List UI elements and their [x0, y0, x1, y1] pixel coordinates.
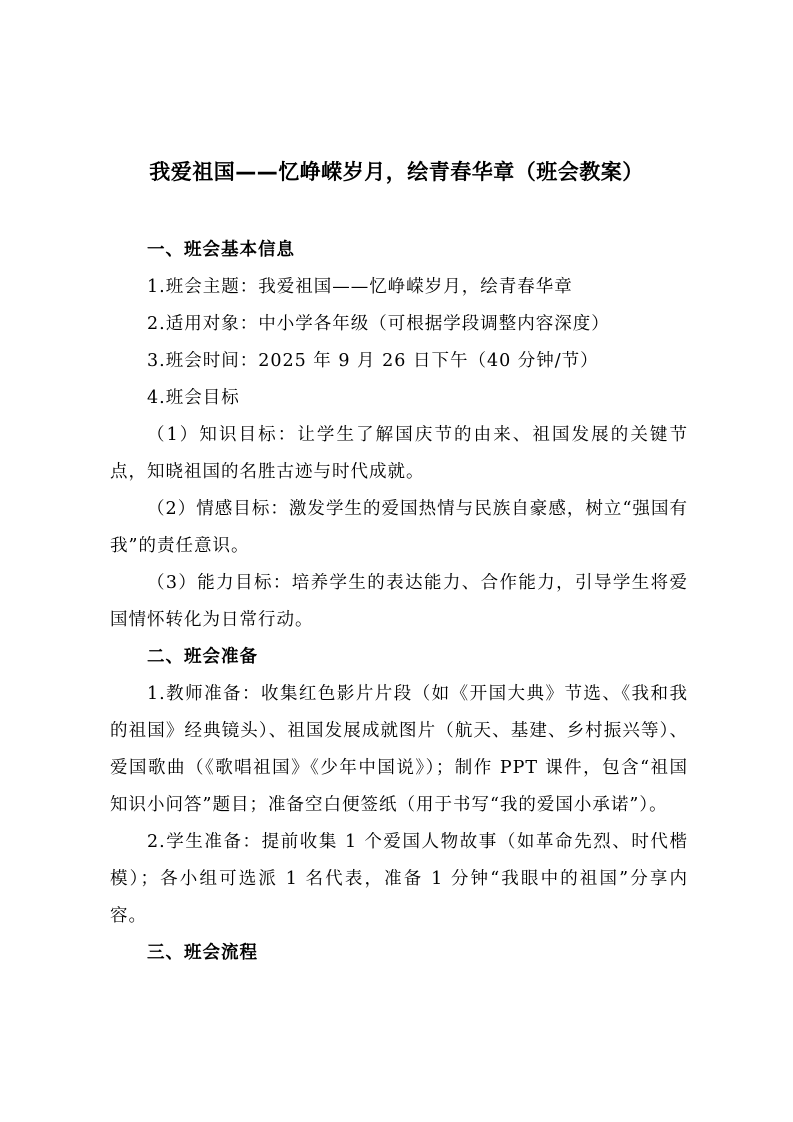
goals-label: 4.班会目标 — [147, 388, 240, 408]
target-audience: 2.适用对象：中小学各年级（可根据学段调整内容深度） — [147, 314, 610, 334]
goal-knowledge: （1）知识目标：让学生了解国庆节的由来、祖国发展的关键节点，知晓祖国的名胜古迹与时代成就。 — [110, 425, 688, 482]
goal-emotion: （2）情感目标：激发学生的爱国热情与民族自豪感，树立“强国有我”的责任意识。 — [110, 499, 688, 556]
meeting-time: 3.班会时间：2025 年 9 月 26 日下午（40 分钟/节） — [147, 351, 599, 371]
meeting-theme: 1.班会主题：我爱祖国——忆峥嵘岁月，绘青春华章 — [147, 277, 573, 297]
section-heading-basic-info: 一、班会基本信息 — [147, 240, 295, 260]
goal-ability: （3）能力目标：培养学生的表达能力、合作能力，引导学生将爱国情怀转化为日常行动。 — [110, 573, 688, 630]
section-heading-preparation: 二、班会准备 — [147, 647, 258, 667]
teacher-preparation: 1.教师准备：收集红色影片片段（如《开国大典》节选、《我和我的祖国》经典镜头）、祖国发展成就图片（航天、基建、乡村振兴等）、爱国歌曲（《歌唱祖国》《少年中国说》）；制作 PPT 课件，包含“祖国知识小问答”题目；准备空白便签纸（用于书写“我的爱国小承诺”）。 — [110, 684, 688, 815]
student-preparation: 2.学生准备：提前收集 1 个爱国人物故事（如革命先烈、时代楷模）；各小组可选派 1 名代表，准备 1 分钟“我眼中的祖国”分享内容。 — [110, 832, 688, 926]
section-heading-process: 三、班会流程 — [147, 943, 258, 963]
document-title: 我爱祖国——忆峥嵘岁月，绘青春华章（班会教案） — [149, 160, 644, 184]
document-body — [110, 232, 688, 972]
